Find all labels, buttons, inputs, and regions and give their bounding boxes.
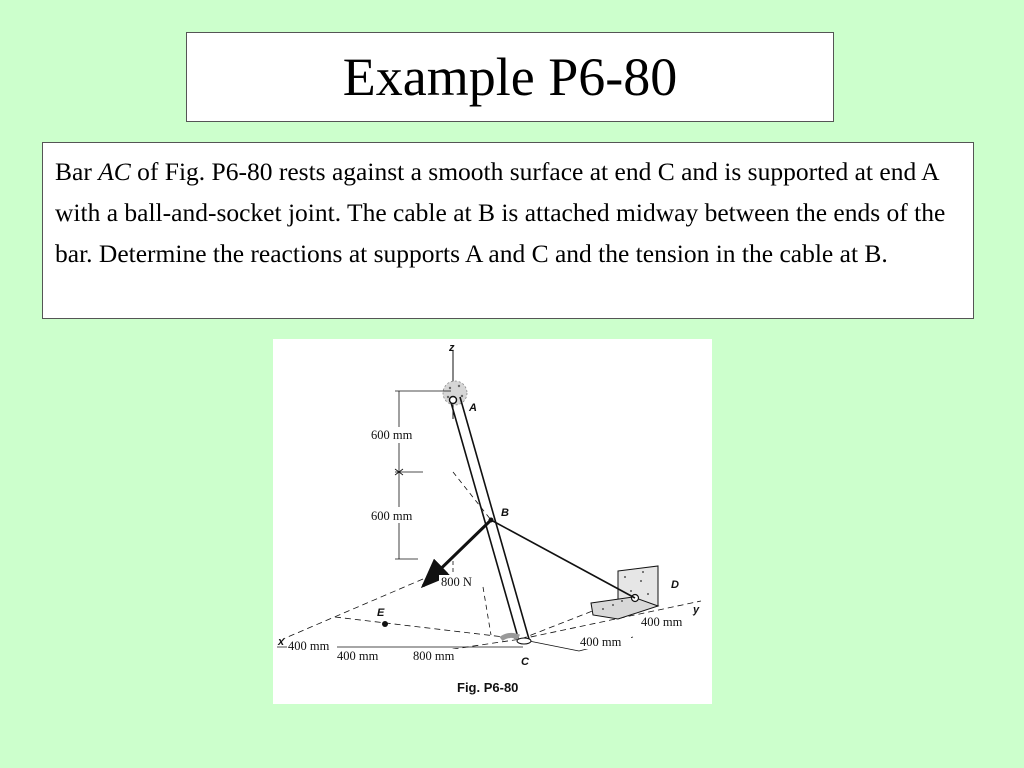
dim-upper-label: 600 mm bbox=[371, 428, 413, 442]
problem-statement-box bbox=[42, 142, 974, 319]
figure-caption: Fig. P6-80 bbox=[457, 680, 519, 695]
dim-y-line bbox=[529, 641, 579, 651]
dim-y-400-wall-label: 400 mm bbox=[641, 615, 683, 629]
slide-title: Example P6-80 bbox=[342, 47, 678, 107]
point-b bbox=[489, 518, 494, 523]
point-d-label: D bbox=[671, 579, 679, 591]
bar-ac-left bbox=[450, 399, 519, 641]
title-box bbox=[186, 32, 834, 122]
point-a-label: A bbox=[469, 402, 477, 414]
problem-text-rest: of Fig. P6-80 rests against a smooth surface at end C and is supported at end A with a ball-and-socket joint. The cable at B is attached midway between the ends of the bar. Determine the reactions at supports A and C and the tension in the cable at B. bbox=[55, 157, 946, 268]
figure-p6-80 bbox=[273, 339, 712, 704]
dashed-ground-1 bbox=[335, 617, 521, 639]
dim-lower-label: 600 mm bbox=[371, 509, 413, 523]
dim-x-800-label: 800 mm bbox=[413, 649, 455, 663]
x-axis-label: x bbox=[278, 636, 285, 648]
point-a bbox=[450, 397, 457, 404]
cable-bd bbox=[491, 520, 635, 598]
dim-y-400-bottom-label: 400 mm bbox=[580, 635, 622, 649]
problem-statement bbox=[55, 151, 961, 274]
end-c bbox=[517, 638, 531, 644]
point-c-label: C bbox=[521, 656, 529, 668]
y-axis-label: y bbox=[693, 604, 700, 616]
dashed-ground-3 bbox=[483, 587, 491, 635]
point-b-label: B bbox=[501, 507, 509, 519]
problem-text-start: Bar bbox=[55, 157, 99, 186]
figure-diagram bbox=[273, 339, 712, 704]
point-e bbox=[382, 621, 388, 627]
surface-c bbox=[501, 635, 519, 639]
dashed-x-axis bbox=[283, 579, 423, 639]
point-e-label: E bbox=[377, 607, 385, 619]
dashed-z-to-b bbox=[453, 472, 491, 520]
dim-x-400-second-label: 400 mm bbox=[337, 649, 379, 663]
dim-x-400-label: 400 mm bbox=[288, 639, 330, 653]
z-axis-label: z bbox=[449, 342, 455, 354]
bar-ac-right bbox=[460, 397, 529, 639]
bar-name: AC bbox=[98, 157, 131, 186]
load-label: 800 N bbox=[441, 575, 472, 589]
